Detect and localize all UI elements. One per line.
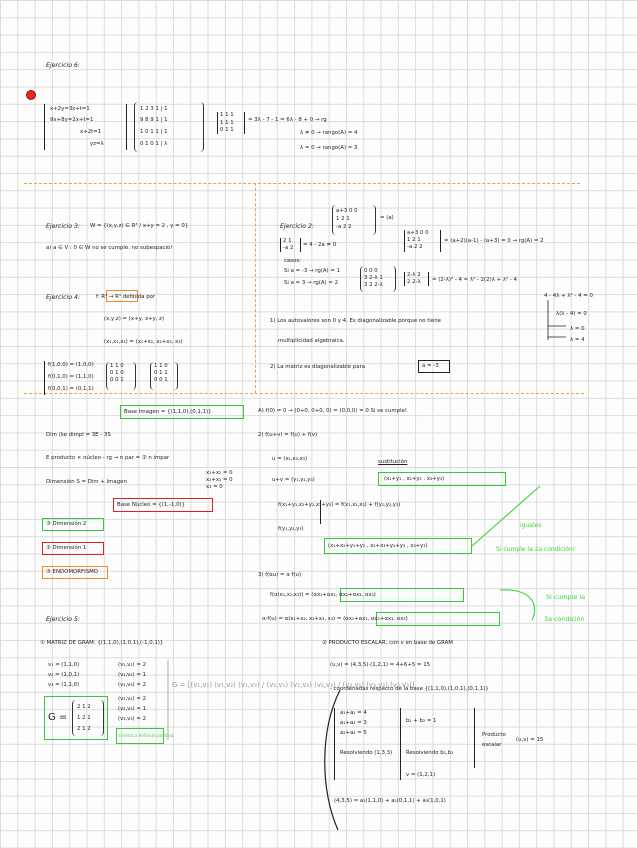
ej4-b2: f(0,1,0) = (1,1,0) [48, 374, 94, 380]
ej2b-line-3: 2) La matriz es diagonalizable para [270, 364, 366, 370]
ej6-det-3: 0 1 1 [220, 127, 234, 133]
ej4-ans2: ② Dimensión 1 [46, 545, 87, 551]
ej2-title: Ejercicio 2: [280, 223, 314, 230]
lin-h: 3) f(αu) = α f(u) [258, 572, 302, 578]
ej5-g3: 2 1 2 [77, 726, 91, 732]
ej2-det: = 4 - 2a ≠ 0 [303, 242, 337, 248]
ej5-p3: (v₁,v₃) = 2 [118, 682, 146, 688]
ej2-p4: λ = 0 [570, 326, 585, 332]
ej5-v2: v₂ = (1,0,1) [48, 672, 80, 678]
ej2-ma-2: 1 2 1 [336, 216, 350, 222]
ej2-poly: = (2-λ)² - 4 = λ² - 2(2)λ + λ² - 4 [432, 277, 517, 283]
ej5-p2: (v₁,v₂) = 1 [118, 672, 146, 678]
ej5-s2: a₁+a₃ = 3 [340, 720, 367, 726]
ej6-det-2: 1 1 1 [220, 120, 234, 126]
lin-cumple: Si cumple la 2a condición! [496, 546, 576, 553]
ej2b-answer: a = -3 [422, 363, 439, 369]
lin-k: Si cumple la [546, 593, 586, 601]
ej6-title: Ejercicio 6: [46, 62, 80, 69]
lin-d: u+v = (y₁,y₂,y₃) [272, 477, 315, 483]
ej3-title: Ejercicio 3: [46, 223, 80, 230]
ej5-final: (4,3,5) = a₁(1,1,0) + a₂(0,1,1) + a₃(1,0,1) [334, 798, 446, 804]
ej2-case-1: Si a = -3 → rg(A) = 1 [284, 268, 341, 274]
ej5-v3: v₃ = (1,1,0) [48, 682, 80, 688]
lin-f: f(x₁+y₁,x₂+y₂,x₃+y₃) = f(x₁,x₂,x₃) + f(y₁,y₂,y₃) [278, 502, 401, 508]
ej5-a: ① MATRIZ DE GRAM: {(1,1,0),(1,0,1),(-1,0,1)} [40, 640, 164, 646]
lin-b: 2) f(u+v) = f(u) + f(v) [258, 432, 318, 438]
ej6-aug-2: 9 8 9 1 | 1 [140, 117, 168, 123]
ej4-ma: 1 1 0 0 1 0 0 0 1 [110, 363, 124, 383]
ej2-det3-rows: a+3 0 0 1 2 1 -a 2 2 [407, 230, 429, 250]
ej5-b1: (u,v) = (4,3,5)·(1,2,1) = 4+6+5 = 15 [330, 662, 431, 668]
ej4-def: f: R³ → R³ definida por [96, 294, 156, 300]
ej4-title: Ejercicio 4: [46, 294, 80, 301]
ej2-poly-rows: 2-λ 2 2 2-λ [407, 272, 421, 285]
ej2-det-rows: 2 1 -a 2 [283, 238, 294, 251]
ej5-b2: - coordenadas respecto de la base {(1,1,0),(1,0,1),(0,1,1)} [330, 686, 489, 692]
ej4-sys-side: x₁+x₂ = 0 x₂+x₃ = 0 x₃ = 0 [206, 470, 233, 490]
ej5-p6: (v₃,v₃) = 2 [118, 716, 146, 722]
ej2-mb: 0 0 0 3 2-λ 1 3 2 2-λ [364, 268, 383, 288]
ej2-ma-eq: = (a) [380, 215, 394, 221]
ej5-G: G = [48, 712, 68, 723]
ej4-ans1: ③ Dimensión 2 [46, 521, 87, 527]
ej2-p3: λ(λ - 4) = 0 [556, 311, 587, 317]
lin-sust: sustitución [378, 459, 408, 465]
ej2-cases: casos: [284, 258, 301, 264]
ej5-v1: v₁ = (1,1,0) [48, 662, 80, 668]
ej5-r2: escalar [482, 742, 502, 748]
lin-j: α·f(u) = α(x₁+x₂, x₂+x₃, x₃) = (αx₁+αx₂, αx₂+αx₃, αx₃) [262, 616, 408, 622]
ej2-ma-3: -a 2 2 [336, 224, 352, 230]
ej5-p4: (v₂,v₂) = 2 [118, 696, 146, 702]
ej2-case-2: Si a = 3 → rg(A) = 2 [284, 280, 339, 286]
lin-c: u = (x₁,x₂,x₃) [272, 456, 308, 462]
ej2-mat: = (a+2)(a-1) - (a+3) = 0 → rg(A) = 2 [444, 238, 544, 244]
lin-f-sub: f(y₁,y₂,y₃) [278, 526, 304, 532]
ej6-det-1: 1 1 1 [220, 112, 234, 118]
ej5-r1: Producto [482, 732, 506, 738]
ej6-aug-3: 1 0 1 1 | 1 [140, 129, 168, 135]
ej2b-line-1: 1) Los autovalores son 0 y 4. Es diagonalizable porque no tiene [270, 318, 441, 324]
ej5-s6: Resolviendo b₁,b₂ [406, 750, 454, 756]
ej5-gram-formula: G = [(v₁,v₁) (v₁,v₂) (v₁,v₃) / (v₂,v₁) (v₂,v₂) (v₂,v₃) / (v₃,v₁) (v₃,v₂) (v₃,v₃)] [172, 681, 415, 689]
ej2-p5: λ = 4 [570, 337, 585, 343]
lin-g: (x₁+x₂+y₁+y₂ , x₂+x₃+y₂+y₃ , x₃+y₃) [328, 543, 428, 549]
ej5-p1: (v₁,v₁) = 2 [118, 662, 146, 668]
ej5-p5: (v₂,v₃) = 1 [118, 706, 146, 712]
ej5-s1: a₁+a₂ = 4 [340, 710, 367, 716]
ej3-line-1: W = {(x,y,z) ∈ R³ / x+y = 2 , y = 0} [90, 223, 189, 229]
lin-i: f(α(x₁,x₂,x₃)) = (αx₁+αx₂, αx₂+αx₃, αx₃) [270, 592, 376, 598]
ej4-b1: f(1,0,0) = (1,0,0) [48, 362, 94, 368]
ej4-prod: E producto × núcleo - rg → n par = ② n impar [46, 455, 170, 461]
ej5-b: ② PRODUCTO ESCALAR, con v en base de GRAM [322, 640, 453, 646]
ej5-s4: Resolviendo (1,3,3) [340, 750, 393, 756]
ej4-dim-s: Dimensión S = Dim + Imagen [46, 479, 127, 485]
ej2-p2: 4 - 4λ + λ² - 4 = 0 [544, 293, 593, 299]
lin-l: 3a condición [544, 615, 585, 623]
ej5-g2: 1 2 1 [77, 715, 91, 721]
ej5-note: simétrica definida positiva [118, 733, 174, 738]
ej5-s7: v = (1,2,1) [406, 772, 436, 778]
ej4-dim: Dim ⟨ke dimpl = 3E - 3S [46, 432, 111, 438]
ej5-r3: (u,v) = 15 [516, 737, 544, 743]
ej2b-line-2: multiplicidad algebraica. [278, 338, 345, 344]
ej5-g1: 2 1 2 [77, 704, 91, 710]
ej6-note-2: λ ≠ 0 → rango(A) = 4 [300, 130, 358, 136]
ej4-base-img: Base Imagen = {(1,1,0),(0,1,1)} [124, 409, 212, 415]
ej4-f1: (x,y,z) = (x+y, z+y, z) [104, 316, 165, 322]
ej5-title: Ejercicio 5: [46, 616, 80, 623]
ej6-aug-1: 1 2 3 1 | 1 [140, 106, 168, 112]
ej6-note-3: λ = 0 → rango(A) = 3 [300, 145, 358, 151]
ej5-s3: a₂+a₃ = 5 [340, 730, 367, 736]
ej6-sys-4: yz=λ [90, 141, 104, 147]
ej4-b3: f(0,0,1) = (0,1,1) [48, 386, 94, 392]
ej5-s5: b₁ + b₂ = 1 [406, 718, 437, 724]
ej6-aug-4: 0 1 0 1 | λ [140, 141, 168, 147]
lin-iguales: iguales [520, 522, 542, 529]
ej4-mb: 1 1 0 0 1 1 0 0 1 [154, 363, 168, 383]
ej4-f2: (x₁,x₂,x₃) = (x₁+x₂, x₂+x₃, x₃) [104, 339, 183, 345]
ej2-ma-1: a+3 0 0 [336, 208, 358, 214]
ej3-line-2: a) a ∈ V : 0 ∈ W no se cumple. no subespacio! [46, 245, 173, 251]
ej4-base-core: Base Núcleo = {(1,-1,0)} [117, 502, 186, 508]
ej6-sys-1: x+2y=3z+t=1 [50, 106, 90, 112]
ej6-sys-2: 9x+8y=2x+t=1 [50, 117, 94, 123]
ej4-ans3: ③ ENDOMORFISMO [46, 569, 99, 575]
lin-a: A) f(0) = 0 → (0+0, 0+0, 0) = (0,0,0) = 0 Si se cumple! [258, 408, 408, 414]
ej6-sys-3: x+2t=1 [80, 129, 102, 135]
ej6-note-1: = 3λ - 7 - 1 = 6λ - 8 + 0 → rg [248, 117, 327, 123]
lin-e: (x₁+y₁ , x₂+y₂ , x₃+y₃) [384, 476, 445, 482]
